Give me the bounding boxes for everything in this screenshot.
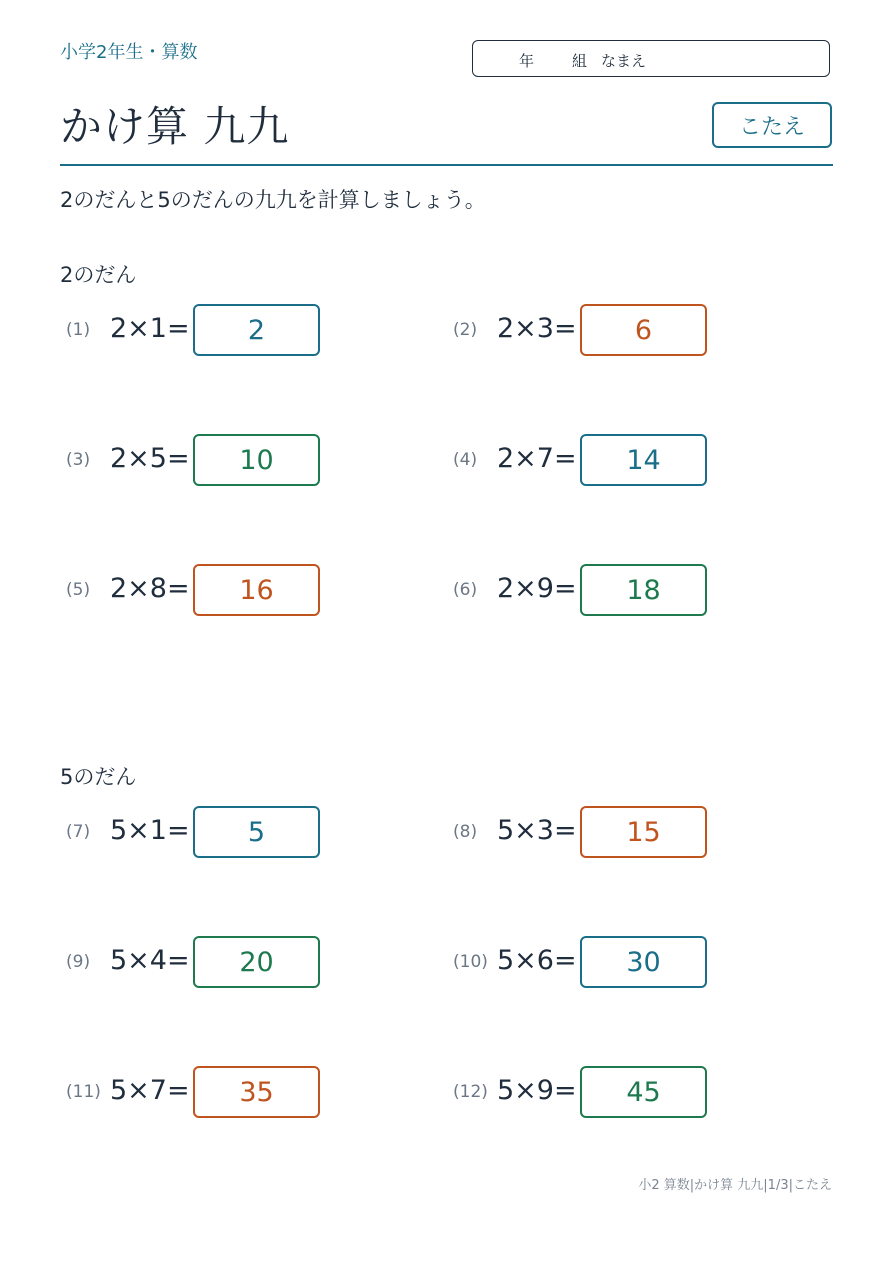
problem-expression: 5×9= (497, 1075, 577, 1106)
problem-expression: 2×1= (110, 313, 190, 344)
problem-expression: 2×3= (497, 313, 577, 344)
answer-box[interactable]: 2 (193, 304, 320, 356)
section-title-5-dan: 5のだん (60, 765, 137, 789)
problem-expression: 5×1= (110, 815, 190, 846)
problem-7 (60, 806, 380, 860)
problem-number: (7) (66, 822, 91, 842)
problem-expression: 2×8= (110, 573, 190, 604)
problem-number: (1) (66, 320, 91, 340)
problem-expression: 5×3= (497, 815, 577, 846)
problem-expression: 2×9= (497, 573, 577, 604)
answer-box[interactable]: 30 (580, 936, 707, 988)
answer-box[interactable]: 10 (193, 434, 320, 486)
problem-expression: 2×7= (497, 443, 577, 474)
answer-box[interactable]: 18 (580, 564, 707, 616)
problem-number: (8) (453, 822, 478, 842)
problem-number: (3) (66, 450, 91, 470)
problem-number: (9) (66, 952, 91, 972)
problem-9 (60, 936, 380, 990)
problem-expression: 5×6= (497, 945, 577, 976)
problem-expression: 5×4= (110, 945, 190, 976)
problem-6 (447, 564, 767, 618)
answer-box[interactable]: 6 (580, 304, 707, 356)
name-label: なまえ (601, 52, 647, 70)
problem-12 (447, 1066, 767, 1120)
problem-11 (60, 1066, 380, 1120)
answer-badge: こたえ (712, 102, 832, 148)
problem-expression: 5×7= (110, 1075, 190, 1106)
answer-box[interactable]: 16 (193, 564, 320, 616)
page-title: かけ算 九九 (60, 102, 290, 151)
answer-box[interactable]: 35 (193, 1066, 320, 1118)
problem-expression: 2×5= (110, 443, 190, 474)
class-label: 組 (572, 52, 588, 70)
problem-number: (6) (453, 580, 478, 600)
answer-box[interactable]: 5 (193, 806, 320, 858)
problem-number: (12) (453, 1082, 488, 1102)
section-title-2-dan: 2のだん (60, 263, 137, 287)
problem-number: (2) (453, 320, 478, 340)
page-footer: 小2 算数|かけ算 九九|1/3|こたえ (638, 1178, 832, 1193)
problem-number: (4) (453, 450, 478, 470)
instruction-text: 2のだんと5のだんの九九を計算しましょう。 (60, 188, 486, 212)
year-label: 年 (519, 52, 535, 70)
answer-box[interactable]: 15 (580, 806, 707, 858)
problem-10 (447, 936, 767, 990)
problem-number: (11) (66, 1082, 101, 1102)
problem-number: (10) (453, 952, 488, 972)
problem-3 (60, 434, 380, 488)
problem-8 (447, 806, 767, 860)
answer-box[interactable]: 20 (193, 936, 320, 988)
answer-box[interactable]: 14 (580, 434, 707, 486)
problem-5 (60, 564, 380, 618)
problem-1 (60, 304, 380, 358)
problem-number: (5) (66, 580, 91, 600)
header-divider (60, 164, 833, 166)
problem-2 (447, 304, 767, 358)
answer-box[interactable]: 45 (580, 1066, 707, 1118)
grade-subject-label: 小学2年生・算数 (60, 42, 198, 63)
name-field-box[interactable] (472, 40, 830, 77)
problem-4 (447, 434, 767, 488)
